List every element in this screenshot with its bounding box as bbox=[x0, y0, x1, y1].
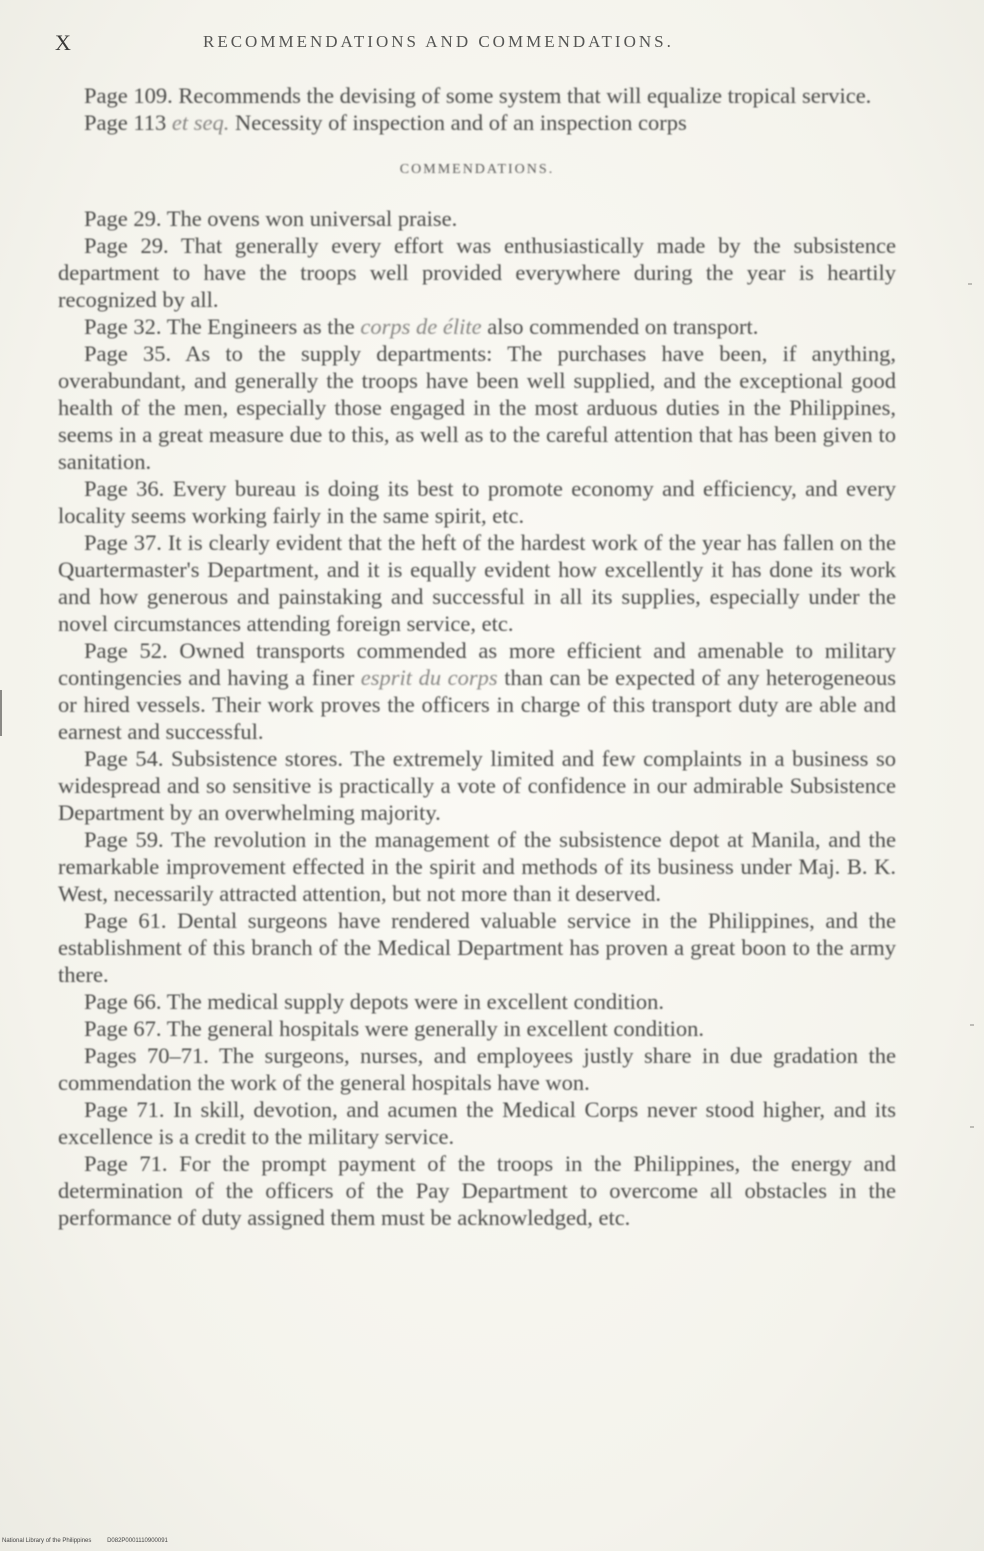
commendation-paragraph bbox=[58, 745, 896, 826]
commendation-paragraph bbox=[58, 988, 896, 1015]
commendation-paragraph bbox=[58, 1015, 896, 1042]
text-run: than can be expected of any heterogeneous or hired vessels. Their work proves the officers in charge of this transport duty are able and earnest and successful. bbox=[58, 665, 897, 744]
page-number: X bbox=[55, 30, 72, 55]
margin-speck bbox=[970, 1024, 974, 1026]
commendation-paragraph bbox=[58, 907, 896, 988]
text-run: Page 59. The revolution in the management of the subsistence depot at Manila, and the remarkable improvement effected in the spirit and methods of its business under Maj. B. K. West, necessarily attracted attention, but not more than it deserved. bbox=[58, 827, 896, 906]
margin-speck bbox=[968, 283, 972, 285]
italic-phrase: esprit du corps bbox=[360, 665, 498, 690]
commendation-paragraph bbox=[58, 1096, 896, 1150]
commendation-paragraph bbox=[58, 205, 896, 232]
text-run: Page 109. Recommends the devising of some system that will equalize tropical service. bbox=[84, 83, 872, 108]
text-run: Page 71. In skill, devotion, and acumen the Medical Corps never stood higher, and its excellence is a credit to the military service. bbox=[58, 1097, 896, 1149]
italic-phrase: corps de élite bbox=[360, 314, 482, 339]
commendation-paragraph bbox=[58, 637, 896, 745]
text-run: Page 29. That generally every effort was enthusiastically made by the subsistence department to have the troops well provided everywhere during the year is heartily recognized by all. bbox=[58, 233, 896, 312]
text-run: Page 37. It is clearly evident that the heft of the hardest work of the year has fallen on the Quartermaster's Department, and it is equally evident how excellently it has done its work and how generous and painstaking and successful in all its supplies, especially under the novel circumstances attending foreign service, etc. bbox=[58, 530, 896, 636]
commendation-paragraph bbox=[58, 529, 896, 637]
text-run: Page 36. Every bureau is doing its best to promote economy and efficiency, and every locality seems working fairly in the same spirit, etc. bbox=[58, 476, 896, 528]
text-run: Page 61. Dental surgeons have rendered valuable service in the Philippines, and the establishment of this branch of the Medical Department has proven a great boon to the army there. bbox=[58, 908, 896, 987]
recommendations-continued bbox=[58, 82, 896, 136]
text-run: Pages 70–71. The surgeons, nurses, and employees justly share in due gradation the commendation the work of the general hospitals have won. bbox=[58, 1043, 896, 1095]
margin-speck bbox=[970, 1126, 974, 1128]
footer-library: National Library of the Philippines bbox=[2, 1538, 92, 1544]
text-run: Page 67. The general hospitals were generally in excellent condition. bbox=[84, 1016, 705, 1041]
body-text bbox=[58, 82, 896, 1231]
text-run: Page 29. The ovens won universal praise. bbox=[84, 206, 458, 231]
text-run: Page 113 bbox=[84, 110, 172, 135]
commendation-paragraph bbox=[58, 313, 896, 340]
text-run: Necessity of inspection and of an inspection corps bbox=[229, 110, 687, 135]
commendation-paragraph bbox=[58, 82, 896, 109]
commendation-paragraph bbox=[58, 826, 896, 907]
text-run: Page 71. For the prompt payment of the troops in the Philippines, the energy and determination of the officers of the Pay Department to overcome all obstacles in the performance of duty assigned them must be acknowledged, etc. bbox=[58, 1151, 896, 1230]
commendation-paragraph bbox=[58, 340, 896, 475]
text-run: Page 54. Subsistence stores. The extremely limited and few complaints in a business so widespread and so sensitive is practically a vote of confidence in our admirable Subsistence Department by an overwhelming majority. bbox=[58, 746, 896, 825]
scan-footer bbox=[2, 1538, 182, 1544]
commendation-paragraph bbox=[58, 475, 896, 529]
text-run: Page 35. As to the supply departments: The purchases have been, if anything, overabundant, and generally the troops have been well supplied, and the exceptional good health of the men, especially those engaged in the most arduous duties in the Philippines, seems in a great measure due to this, as well as to the careful attention that has been given to sanitation. bbox=[58, 341, 896, 474]
page-header bbox=[55, 30, 895, 62]
commendation-paragraph bbox=[58, 1042, 896, 1096]
commendation-paragraph bbox=[58, 232, 896, 313]
italic-phrase: et seq. bbox=[171, 110, 230, 135]
scan-edge-mark bbox=[0, 690, 2, 736]
text-run: also commended on transport. bbox=[481, 314, 759, 339]
commendations-list bbox=[58, 205, 896, 1231]
text-run: Page 66. The medical supply depots were in excellent condition. bbox=[84, 989, 665, 1014]
commendation-paragraph bbox=[58, 109, 896, 136]
running-title: RECOMMENDATIONS AND COMMENDATIONS. bbox=[203, 32, 674, 51]
text-run: Page 52. Owned transports commended as more efficient and amenable to military contingencies and having a finer bbox=[58, 638, 896, 690]
text-run: Page 32. The Engineers as the bbox=[84, 314, 361, 339]
section-title: COMMENDATIONS. bbox=[399, 162, 555, 177]
footer-code: D082P0001110900091 bbox=[107, 1538, 168, 1544]
commendation-paragraph bbox=[58, 1150, 896, 1231]
